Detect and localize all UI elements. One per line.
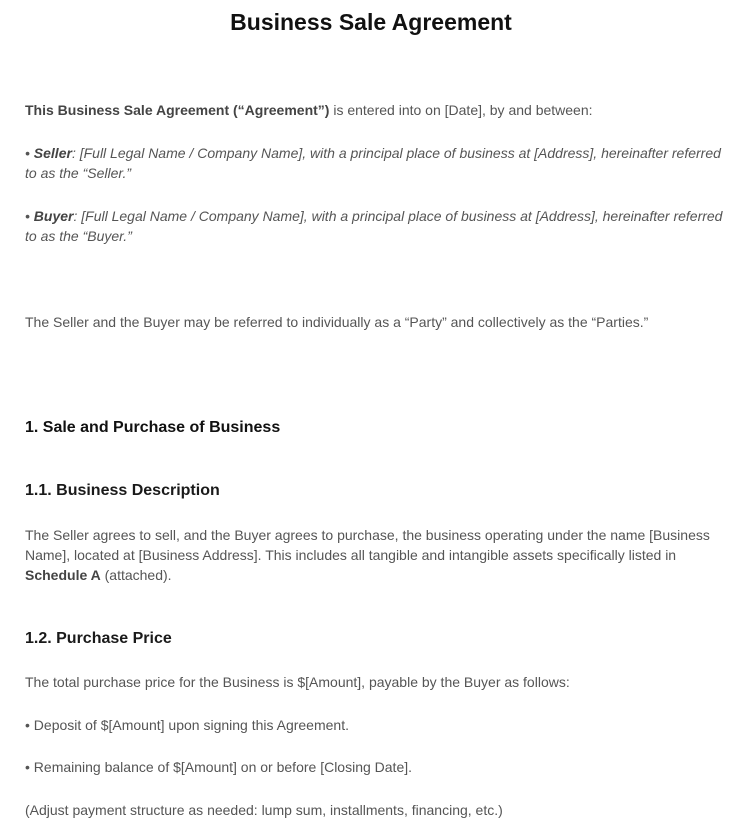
payment-bullet-item: • Remaining balance of $[Amount] on or before [Closing Date]. — [25, 759, 413, 775]
seller-bullet: • — [25, 145, 34, 161]
buyer-text: : [Full Legal Name / Company Name], with a principal place of business at [Address], hereinafter referred to as the “Buyer.” — [25, 208, 723, 244]
buyer-label: Buyer — [33, 208, 74, 224]
seller-text: : [Full Legal Name / Company Name], with a principal place of business at [Address], hereinafter referred to as the “Seller.” — [25, 145, 721, 181]
section-1-heading: 1. Sale and Purchase of Business — [25, 419, 281, 436]
payment-bullet-item: • Deposit of $[Amount] upon signing this Agreement. — [25, 717, 349, 733]
intro-paragraph — [25, 100, 725, 120]
buyer-bullet: • — [25, 208, 34, 224]
purchase-price-paragraph: The total purchase price for the Business is $[Amount], payable by the Buyer as follows: — [25, 674, 570, 690]
section-1-2-heading: 1.2. Purchase Price — [25, 630, 172, 647]
intro-text: is entered into on [Date], by and between: — [329, 102, 593, 118]
seller-paragraph — [25, 143, 725, 183]
parties-paragraph: The Seller and the Buyer may be referred to individually as a “Party” and collectively as the “Parties.” — [25, 314, 649, 330]
business-description-paragraph — [25, 525, 725, 585]
section-1-1-heading: 1.1. Business Description — [25, 482, 220, 499]
payment-note: (Adjust payment structure as needed: lump sum, installments, financing, etc.) — [25, 802, 503, 818]
document-title: Business Sale Agreement — [230, 9, 512, 35]
business-description-tail: (attached). — [100, 567, 172, 583]
intro-bold-text: This Business Sale Agreement (“Agreement”) — [25, 102, 330, 118]
business-description-text: The Seller agrees to sell, and the Buyer agrees to purchase, the business operating under the name [Business Name], located at [Business Address]. This includes all tangible and intangible assets specifically listed in — [25, 527, 710, 563]
schedule-a-text: Schedule A — [25, 567, 101, 583]
seller-label: Seller — [33, 145, 72, 161]
buyer-paragraph — [25, 206, 725, 246]
